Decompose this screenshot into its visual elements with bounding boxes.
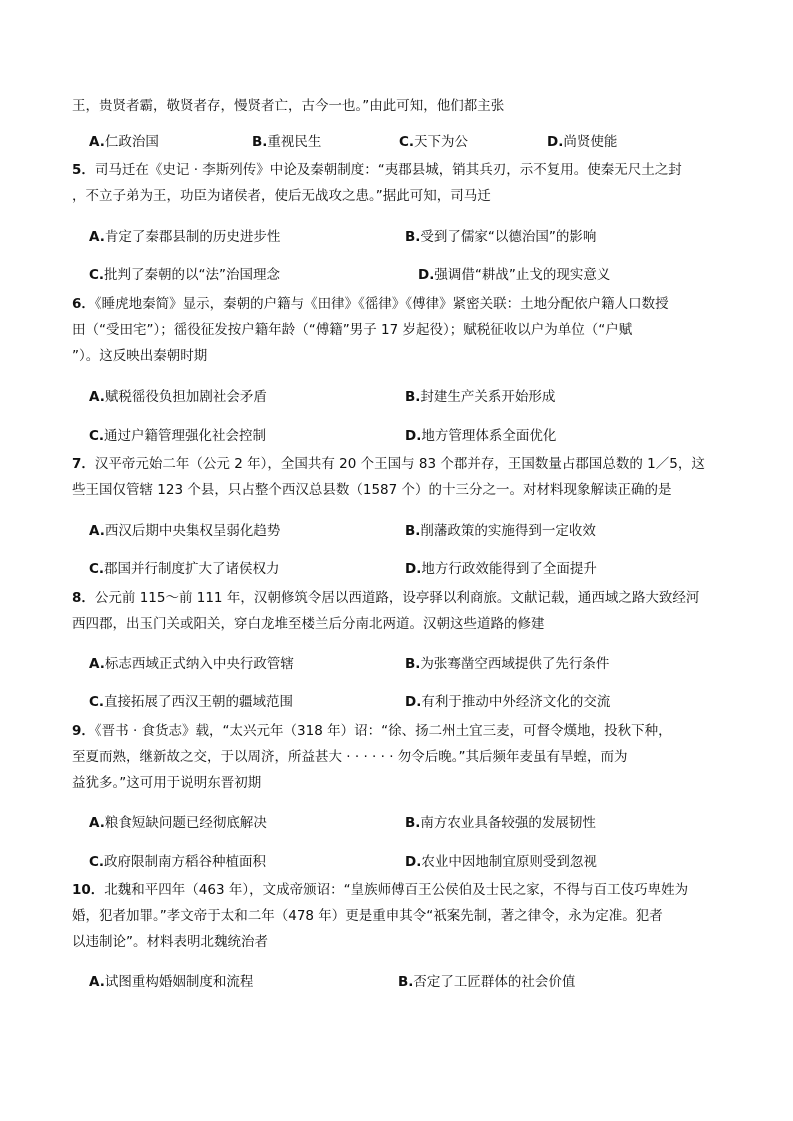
option-d[interactable]	[547, 132, 617, 152]
question-number: 9．	[72, 723, 95, 739]
option-letter: C.	[89, 854, 105, 870]
option-letter: B.	[405, 815, 421, 831]
option-text: 地方行政效能得到了全面提升	[421, 561, 597, 577]
question-stem	[72, 451, 722, 503]
option-letter: D.	[405, 854, 422, 870]
option-letter: A.	[89, 974, 105, 990]
question-number: 10．	[72, 882, 105, 898]
option-text: 标志西域正式纳入中央行政管辖	[104, 656, 294, 672]
stem-line: 北魏和平四年（463 年），文成帝颁诏：“皇族师傅百王公侯伯及士民之家，不得与百工伎巧卑姓为	[104, 882, 689, 898]
stem-line: 些王国仅管辖 123 个县，只占整个西汉总县数（1587 个）的十三分之一。对材料现象解读正确的是	[72, 482, 672, 498]
option-text: 封建生产关系开始形成	[420, 389, 556, 405]
option-letter: B.	[398, 974, 414, 990]
stem-line: 益犹多。”这可用于说明东晋初期	[72, 775, 262, 791]
question-number: 5．	[72, 162, 95, 178]
option-d[interactable]	[405, 852, 597, 872]
option-text: 受到了儒家“以德治国”的影响	[420, 229, 597, 245]
option-text: 地方管理体系全面优化	[421, 428, 557, 444]
stem-line: 公元前 115～前 111 年，汉朝修筑令居以西道路，设亭驿以利商旅。文献记载，通西域之路大致经河	[94, 590, 700, 606]
option-text: 肯定了秦郡县制的历史进步性	[104, 229, 281, 245]
stem-line: ”）。这反映出秦朝时期	[72, 348, 208, 364]
option-letter: D.	[547, 134, 564, 150]
stem-line: 婚，犯者加罪。”孝文帝于太和二年（478 年）更是重申其令“祇案先制，著之律令，永为定准。犯者	[72, 908, 663, 924]
option-text: 尚贤使能	[563, 134, 618, 150]
option-letter: C.	[89, 561, 105, 577]
stem-line: 《睡虎地秦简》显示，秦朝的户籍与《田律》《徭律》《傅律》紧密关联：土地分配依户籍人口数授	[94, 296, 669, 312]
option-b[interactable]	[405, 654, 609, 674]
question-stem	[72, 157, 722, 209]
option-c[interactable]	[89, 265, 280, 285]
option-d[interactable]	[405, 559, 597, 579]
option-letter: C.	[89, 428, 105, 444]
option-b[interactable]	[252, 132, 321, 152]
option-letter: D.	[418, 267, 435, 283]
option-letter: A.	[89, 134, 105, 150]
option-a[interactable]	[89, 132, 159, 152]
option-a[interactable]	[89, 972, 253, 992]
option-a[interactable]	[89, 813, 267, 833]
question-number: 8．	[72, 590, 95, 606]
option-b[interactable]	[405, 227, 596, 247]
stem-line: 《晋书 · 食货志》载，“太兴元年（318 年）诏：“徐、扬二州土宜三麦，可督令熯地，投秋下种，	[94, 723, 672, 739]
option-a[interactable]	[89, 387, 267, 407]
stem-line: 至夏而熟，继新故之交，于以周济，所益甚大 · · · · · · 勿令后晚。”其后频年麦虽有旱蝗，而为	[72, 749, 628, 765]
stem-line: 以违制论”。材料表明北魏统治者	[72, 934, 268, 950]
option-b[interactable]	[405, 813, 596, 833]
option-text: 削藩政策的实施得到一定收效	[420, 523, 596, 539]
question-stem	[72, 93, 722, 119]
option-c[interactable]	[89, 852, 266, 872]
question-stem	[72, 585, 722, 637]
option-d[interactable]	[405, 426, 556, 446]
option-letter: D.	[405, 428, 422, 444]
option-c[interactable]	[89, 692, 293, 712]
option-text: 郡国并行制度扩大了诸侯权力	[104, 561, 280, 577]
stem-line: 田（“受田宅”）；徭役征发按户籍年龄（“傅籍”男子 17 岁起役）；赋税征收以户为单位（“户赋	[72, 322, 633, 338]
option-d[interactable]	[405, 692, 610, 712]
stem-line: ，不立子弟为王，功臣为诸侯者，使后无战攻之患。”据此可知，司马迁	[72, 188, 491, 204]
question-stem	[72, 877, 722, 955]
option-text: 强调借“耕战”止戈的现实意义	[434, 267, 611, 283]
option-letter: A.	[89, 389, 105, 405]
option-text: 天下为公	[414, 134, 469, 150]
question-stem	[72, 718, 722, 796]
option-a[interactable]	[89, 227, 280, 247]
option-letter: B.	[405, 389, 421, 405]
option-letter: D.	[405, 561, 422, 577]
option-letter: D.	[405, 694, 422, 710]
option-text: 仁政治国	[104, 134, 159, 150]
option-text: 粮食短缺问题已经彻底解决	[104, 815, 267, 831]
option-b[interactable]	[398, 972, 575, 992]
option-letter: B.	[405, 656, 421, 672]
option-text: 农业中因地制宜原则受到忽视	[421, 854, 597, 870]
stem-line: 汉平帝元始二年（公元 2 年），全国共有 20 个王国与 83 个郡并存，王国数量占郡国总数的 1／5，这	[94, 456, 705, 472]
option-text: 西汉后期中央集权呈弱化趋势	[104, 523, 281, 539]
question-stem	[72, 291, 722, 369]
option-text: 批判了秦朝的以“法”治国理念	[104, 267, 281, 283]
option-text: 试图重构婚姻制度和流程	[104, 974, 254, 990]
option-b[interactable]	[405, 387, 555, 407]
stem-line: 西四郡，出玉门关或阳关，穿白龙堆至楼兰后分南北两道。汉朝这些道路的修建	[72, 616, 545, 632]
option-a[interactable]	[89, 654, 294, 674]
option-b[interactable]	[405, 521, 596, 541]
option-text: 南方农业具备较强的发展韧性	[420, 815, 596, 831]
option-text: 为张骞凿空西域提供了先行条件	[420, 656, 610, 672]
option-letter: A.	[89, 229, 105, 245]
option-letter: B.	[252, 134, 268, 150]
option-text: 重视民生	[267, 134, 322, 150]
option-text: 政府限制南方稻谷种植面积	[104, 854, 267, 870]
option-text: 通过户籍管理强化社会控制	[104, 428, 267, 444]
option-letter: A.	[89, 815, 105, 831]
option-letter: B.	[405, 523, 421, 539]
stem-line: 王，贵贤者霸，敬贤者存，慢贤者亡，古今一也。”由此可知，他们都主张	[72, 98, 505, 114]
option-letter: A.	[89, 656, 105, 672]
option-c[interactable]	[399, 132, 468, 152]
option-text: 否定了工匠群体的社会价值	[413, 974, 576, 990]
option-letter: C.	[89, 267, 105, 283]
option-letter: B.	[405, 229, 421, 245]
option-text: 直接拓展了西汉王朝的疆域范围	[104, 694, 294, 710]
option-a[interactable]	[89, 521, 280, 541]
question-number: 6．	[72, 296, 95, 312]
option-letter: A.	[89, 523, 105, 539]
question-number: 7．	[72, 456, 95, 472]
option-c[interactable]	[89, 426, 266, 446]
option-letter: C.	[399, 134, 415, 150]
option-d[interactable]	[418, 265, 610, 285]
option-text: 有利于推动中外经济文化的交流	[421, 694, 611, 710]
option-c[interactable]	[89, 559, 280, 579]
option-letter: C.	[89, 694, 105, 710]
stem-line: 司马迁在《史记 · 李斯列传》中论及秦朝制度：“夷郡县城，销其兵刃，示不复用。使秦无尺土之封	[94, 162, 682, 178]
option-text: 赋税徭役负担加剧社会矛盾	[104, 389, 267, 405]
